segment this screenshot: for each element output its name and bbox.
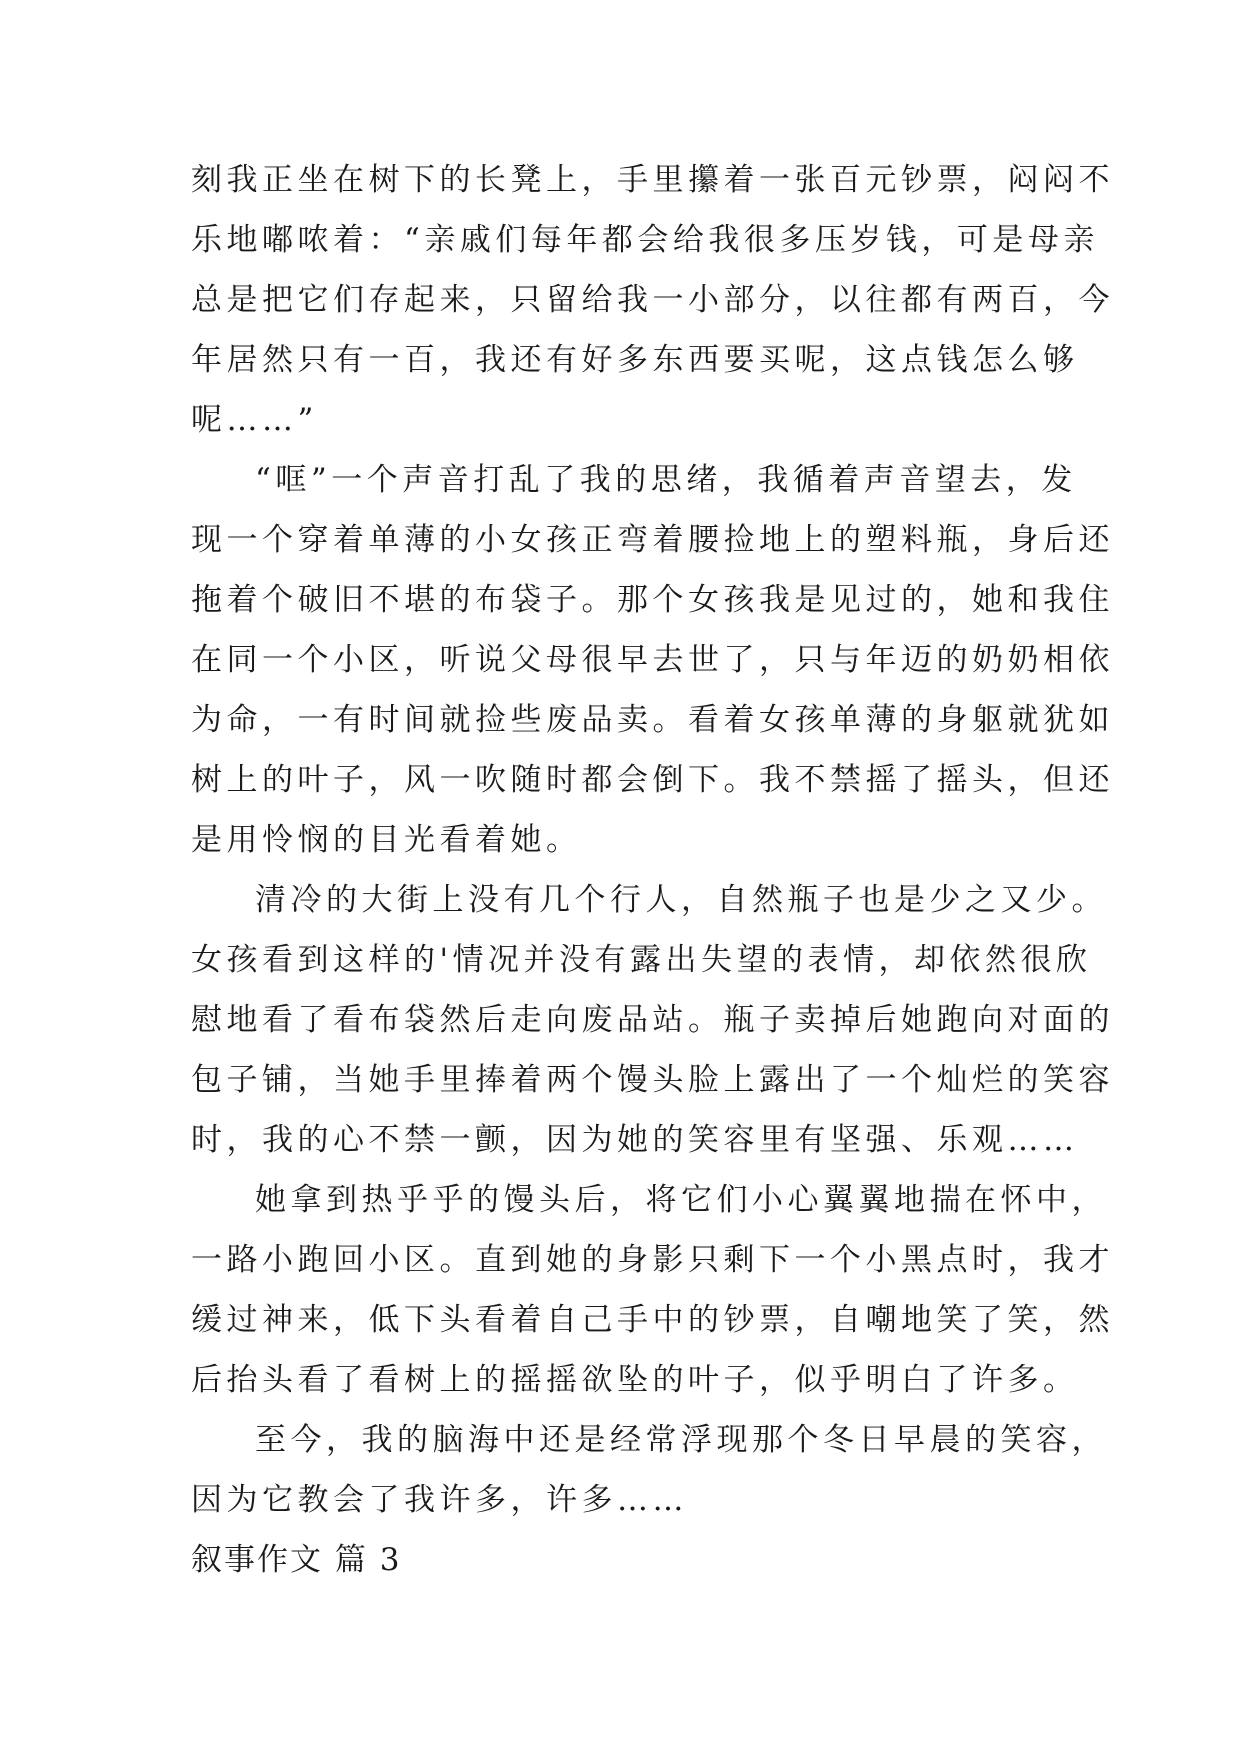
paragraph bbox=[191, 870, 1114, 1170]
text-line: 年居然只有一百，我还有好多东西要买呢，这点钱怎么够 bbox=[191, 342, 1079, 378]
text-line: 乐地嘟哝着：“亲戚们每年都会给我很多压岁钱，可是母亲 bbox=[191, 222, 1099, 258]
text-line: 树上的叶子，风一吹随时都会倒下。我不禁摇了摇头，但还 bbox=[191, 762, 1114, 798]
text-line: 一路小跑回小区。直到她的身影只剩下一个小黑点时，我才 bbox=[191, 1242, 1114, 1278]
text-line: “哐”一个声音打乱了我的思绪，我循着声音望去，发 bbox=[255, 462, 1077, 498]
text-line: 现一个穿着单薄的小女孩正弯着腰捡地上的塑料瓶，身后还 bbox=[191, 522, 1114, 558]
text-line: 是用怜悯的目光看着她。 bbox=[191, 822, 582, 858]
section-title: 叙事作文 篇 3 bbox=[191, 1542, 402, 1578]
text-line: 她拿到热乎乎的馒头后，将它们小心翼翼地揣在怀中， bbox=[255, 1182, 1107, 1218]
paragraph bbox=[191, 1170, 1114, 1410]
text-line: 为命，一有时间就捡些废品卖。看着女孩单薄的身躯就犹如 bbox=[191, 702, 1114, 738]
text-line: 清冷的大街上没有几个行人，自然瓶子也是少之又少。 bbox=[255, 882, 1107, 918]
text-line: 女孩看到这样的'情况并没有露出失望的表情，却依然很欣 bbox=[191, 942, 1092, 978]
text-line: 时，我的心不禁一颤，因为她的笑容里有坚强、乐观…… bbox=[191, 1122, 1079, 1158]
paragraph bbox=[191, 450, 1114, 870]
text-line: 慰地看了看布袋然后走向废品站。瓶子卖掉后她跑向对面的 bbox=[191, 1002, 1114, 1038]
text-line: 拖着个破旧不堪的布袋子。那个女孩我是见过的，她和我住 bbox=[191, 582, 1114, 618]
text-line: 总是把它们存起来，只留给我一小部分，以往都有两百，今 bbox=[191, 282, 1114, 318]
text-line: 在同一个小区，听说父母很早去世了，只与年迈的奶奶相依 bbox=[191, 642, 1114, 678]
paragraph bbox=[191, 1410, 1107, 1530]
text-line: 呢……” bbox=[191, 402, 318, 438]
text-line: 缓过神来，低下头看着自己手中的钞票，自嘲地笑了笑，然 bbox=[191, 1302, 1114, 1338]
text-line: 至今，我的脑海中还是经常浮现那个冬日早晨的笑容， bbox=[255, 1422, 1107, 1458]
paragraph bbox=[191, 150, 1114, 450]
text-line: 刻我正坐在树下的长凳上，手里攥着一张百元钞票，闷闷不 bbox=[191, 162, 1114, 198]
text-line: 因为它教会了我许多，许多…… bbox=[191, 1482, 688, 1518]
text-line: 包子铺，当她手里捧着两个馒头脸上露出了一个灿烂的笑容 bbox=[191, 1062, 1114, 1098]
essay-body bbox=[191, 150, 1114, 1590]
text-line: 后抬头看了看树上的摇摇欲坠的叶子，似乎明白了许多。 bbox=[191, 1362, 1079, 1398]
